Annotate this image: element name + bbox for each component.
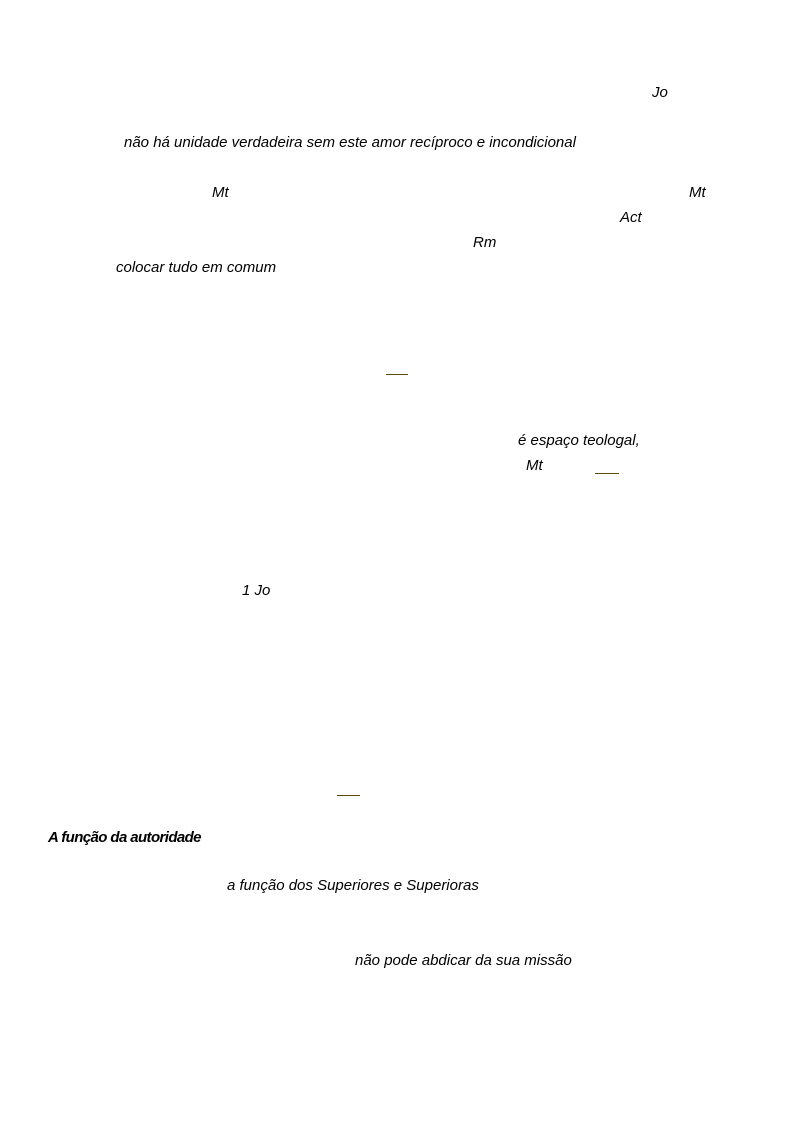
- footnote-link[interactable]: [386, 374, 408, 375]
- section-heading: A função da autoridade: [48, 829, 201, 846]
- footnote-link[interactable]: [595, 473, 619, 474]
- emphasis-espaco-teologal: é espaço teologal,: [518, 432, 640, 449]
- citation-rm: Rm: [473, 234, 497, 251]
- footnote-link[interactable]: [337, 795, 360, 796]
- emphasis-missao: não pode abdicar da sua missão: [355, 952, 572, 969]
- emphasis-funcao: a função dos Superiores e Superioras: [227, 877, 479, 894]
- citation-mt: Mt: [212, 184, 229, 201]
- emphasis-unidade: não há unidade verdadeira sem este amor recíproco e incondicional: [124, 134, 576, 151]
- citation-1jo: 1 Jo: [242, 582, 271, 599]
- citation-jo: Jo: [652, 84, 668, 101]
- citation-mt: Mt: [526, 457, 543, 474]
- emphasis-comum: colocar tudo em comum: [116, 259, 277, 276]
- citation-mt: Mt: [689, 184, 706, 201]
- citation-act: Act: [620, 209, 642, 226]
